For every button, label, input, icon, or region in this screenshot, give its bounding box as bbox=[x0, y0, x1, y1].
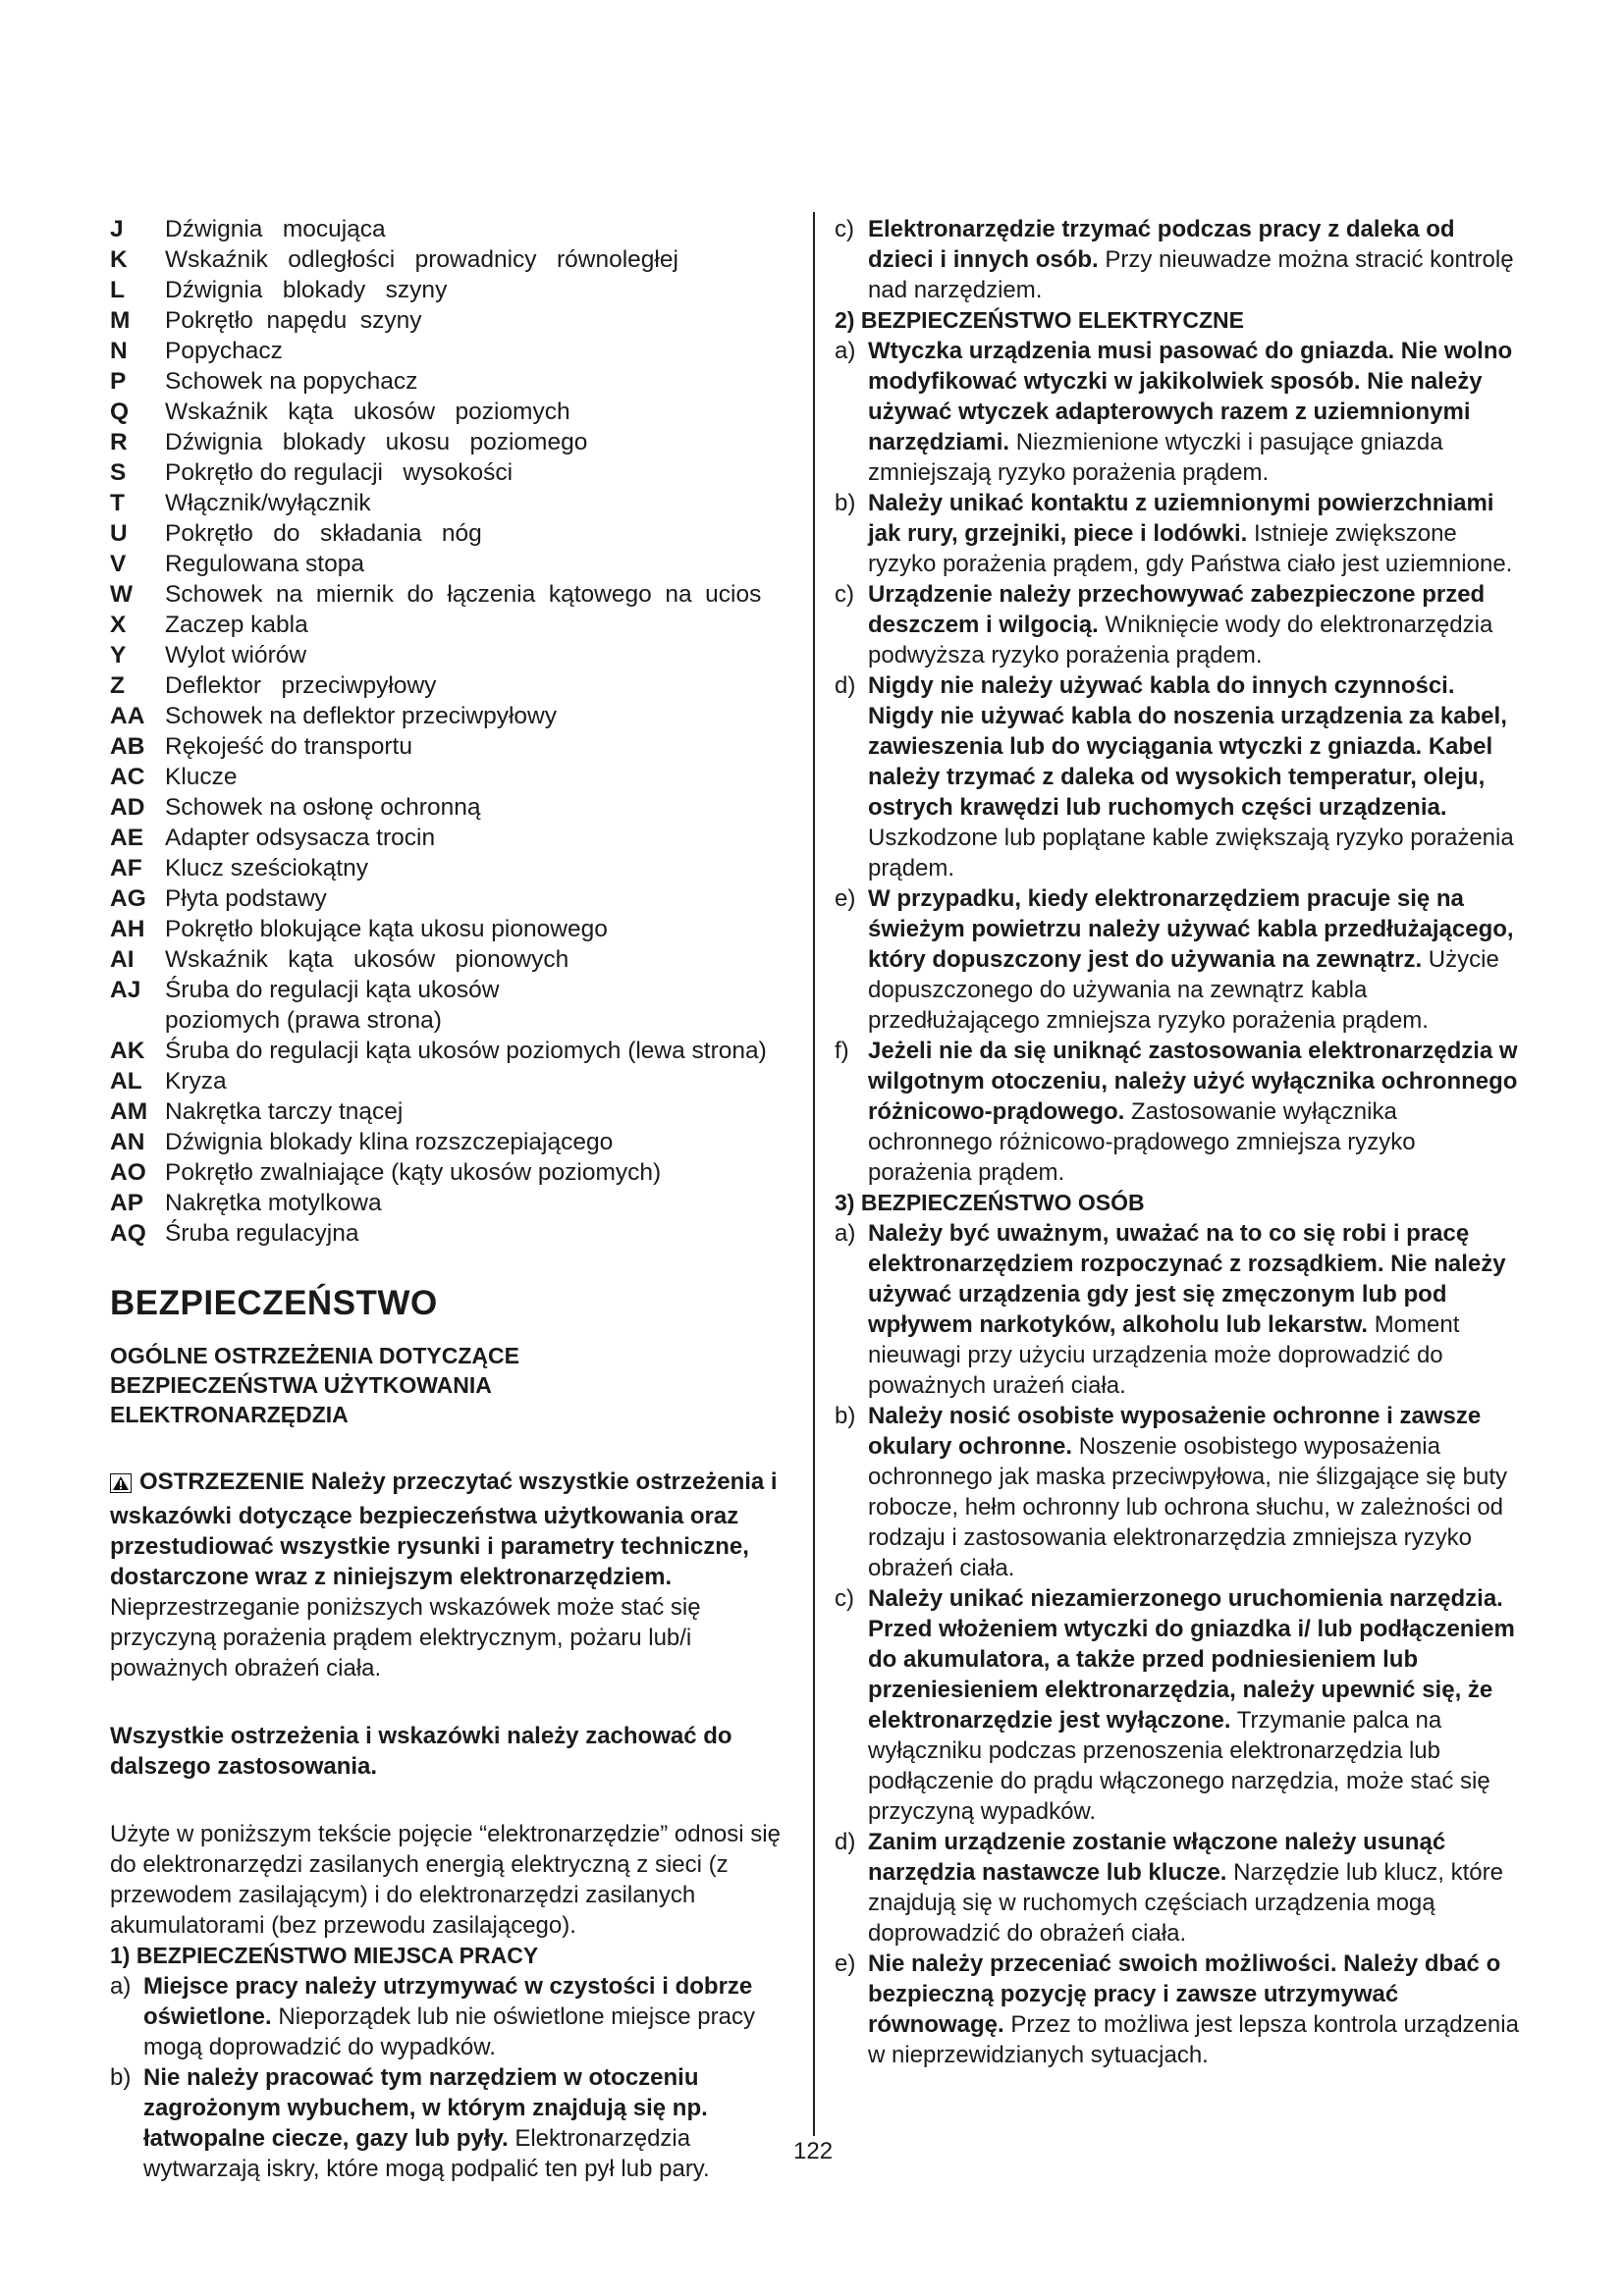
page-number: 122 bbox=[793, 2138, 834, 2164]
item-letter: b) bbox=[110, 2064, 132, 2091]
legend-row bbox=[110, 792, 797, 823]
list-item bbox=[835, 883, 1522, 1036]
legend-text: Śruba do regulacji kąta ukosów poziomych (lewa strona) bbox=[165, 1038, 767, 1064]
legend-code: AD bbox=[110, 794, 145, 821]
section-title: BEZPIECZEŃSTWO bbox=[110, 1284, 438, 1322]
legend-text: Dźwignia blokady klina rozszczepiającego bbox=[165, 1129, 614, 1155]
legend-code: AI bbox=[110, 946, 135, 973]
legend-code: AB bbox=[110, 733, 145, 760]
intro-paragraph: Użyte w poniższym tekście pojęcie “elektronarzędzie” odnosi się do elektronarzędzi zasilanych energią elektryczną z sieci (z przewodem zasilającym) i do elektronarzędzi zasilanych akumulatorami (bez przewodu zasilającego). bbox=[110, 1821, 781, 1939]
legend-row bbox=[110, 244, 797, 275]
item-bold: Miejsce pracy należy utrzymywać w czystości i dobrze oświetlone. bbox=[143, 1973, 753, 2030]
item-letter: e) bbox=[835, 1950, 856, 1977]
legend-text: Schowek na deflektor przeciwpyłowy bbox=[165, 703, 557, 729]
item-letter: d) bbox=[835, 672, 856, 699]
item-normal: Moment nieuwagi przy użyciu urządzenia może doprowadzić do poważnych urażeń ciała. bbox=[868, 1311, 1460, 1399]
legend-code: T bbox=[110, 490, 125, 516]
legend-text: Wskaźnik kąta ukosów poziomych bbox=[165, 399, 570, 425]
legend-code: AF bbox=[110, 855, 142, 881]
legend-row bbox=[110, 944, 797, 975]
item-bold: Należy unikać niezamierzonego uruchomienia narzędzia. Przed włożeniem wtyczki do gniazdka i/ lub podłączeniem do akumulatora, a także przed podniesieniem lub przeniesieniem elektronarzędzia, należy upewnić się, że elektronarzędzie jest wyłączone. bbox=[868, 1585, 1515, 1734]
item-bold: Jeżeli nie da się uniknąć zastosowania elektronarzędzia w wilgotnym otoczeniu, należy użyć wyłącznika ochronnego różnicowo-prądowego. bbox=[868, 1038, 1518, 1125]
legend-row bbox=[110, 853, 797, 883]
legend-row bbox=[110, 914, 797, 944]
legend-code: R bbox=[110, 429, 128, 455]
legend-row bbox=[110, 670, 797, 701]
legend-text: Śruba do regulacji kąta ukosów poziomych (prawa strona) bbox=[165, 977, 500, 1034]
item-normal: Uszkodzone lub poplątane kable zwiększają ryzyko porażenia prądem. bbox=[868, 825, 1514, 881]
item-bold: Nie należy przeceniać swoich możliwości. Należy dbać o bezpieczną pozycję pracy i zawsze utrzymywać równowagę. bbox=[868, 1950, 1501, 2038]
legend-code: AG bbox=[110, 885, 146, 912]
legend-row bbox=[110, 823, 797, 853]
legend-row bbox=[110, 975, 797, 1036]
warning-normal-text: Nieprzestrzeganie poniższych wskazówek może stać się przyczyną porażenia prądem elektrycznym, pożaru lub/i poważnych obrażeń ciała. bbox=[110, 1594, 701, 1682]
legend-code: S bbox=[110, 459, 127, 486]
legend-text: Adapter odsysacza trocin bbox=[165, 825, 436, 851]
warning-label: OSTRZEZENIE bbox=[139, 1468, 305, 1495]
list-item bbox=[110, 1971, 797, 2062]
list-item bbox=[835, 1827, 1522, 1949]
subsection-title: OGÓLNE OSTRZEŻENIA DOTYCZĄCE BEZPIECZEŃSTWA UŻYTKOWANIA ELEKTRONARZĘDZIA bbox=[110, 1343, 519, 1427]
electrical-heading: 2) BEZPIECZEŃSTWO ELEKTRYCZNE bbox=[835, 307, 1244, 333]
legend-text: Dźwignia blokady szyny bbox=[165, 277, 448, 303]
legend-row bbox=[110, 1096, 797, 1127]
item-letter: c) bbox=[835, 581, 854, 608]
legend-code: W bbox=[110, 581, 134, 608]
item-bold: W przypadku, kiedy elektronarzędziem pracuje się na świeżym powietrzu należy używać kabla przedłużającego, który dopuszczony jest do używania na zewnątrz. bbox=[868, 885, 1514, 973]
legend-row bbox=[110, 1127, 797, 1157]
item-bold: Elektronarzędzie trzymać podczas pracy z daleka od dzieci i innych osób. bbox=[868, 216, 1455, 273]
parts-legend bbox=[110, 214, 797, 1249]
item-normal: Przez to możliwa jest lepsza kontrola urządzenia w nieprzewidzianych sytuacjach. bbox=[868, 2011, 1519, 2068]
legend-text: Pokrętło do składania nóg bbox=[165, 520, 482, 547]
legend-row bbox=[110, 366, 797, 397]
legend-text: Klucze bbox=[165, 764, 238, 790]
legend-text: Zaczep kabla bbox=[165, 612, 308, 638]
legend-text: Wskaźnik kąta ukosów pionowych bbox=[165, 946, 569, 973]
legend-text: Nakrętka tarczy tnącej bbox=[165, 1098, 404, 1125]
item-bold: Zanim urządzenie zostanie włączone należy usunąć narzędzia nastawcze lub klucze. bbox=[868, 1829, 1446, 1886]
list-item bbox=[835, 579, 1522, 670]
legend-row bbox=[110, 610, 797, 640]
item-letter: c) bbox=[835, 1585, 854, 1612]
legend-row bbox=[110, 214, 797, 244]
list-item bbox=[835, 1949, 1522, 2070]
legend-code: U bbox=[110, 520, 128, 547]
personal-heading: 3) BEZPIECZEŃSTWO OSÓB bbox=[835, 1190, 1145, 1215]
legend-code: Q bbox=[110, 399, 130, 425]
legend-row bbox=[110, 731, 797, 762]
legend-text: Schowek na popychacz bbox=[165, 368, 418, 395]
legend-row bbox=[110, 1036, 797, 1066]
item-normal: Wniknięcie wody do elektronarzędzia podwyższa ryzyko porażenia prądem. bbox=[868, 612, 1493, 668]
item-bold: Należy nosić osobiste wyposażenie ochronne i zawsze okulary ochronne. bbox=[868, 1403, 1482, 1460]
item-normal: Użycie dopuszczonego do używania na zewnątrz kabla przedłużającego zmniejsza ryzyko porażenia prądem. bbox=[868, 946, 1499, 1034]
warning-paragraph bbox=[110, 1467, 797, 1683]
legend-code: AA bbox=[110, 703, 145, 729]
legend-row bbox=[110, 397, 797, 427]
legend-code: AM bbox=[110, 1098, 148, 1125]
legend-code: AO bbox=[110, 1159, 146, 1186]
legend-code: AJ bbox=[110, 977, 141, 1003]
item-bold: Nie należy pracować tym narzędziem w otoczeniu zagrożonym wybuchem, w którym znajdują się np. łatwopalne ciecze, gazy lub pyły. bbox=[143, 2064, 708, 2152]
electrical-list bbox=[835, 336, 1522, 1188]
legend-row bbox=[110, 305, 797, 336]
item-normal: Elektronarzędzia wytwarzają iskry, które mogą podpalić ten pył lub pary. bbox=[143, 2125, 710, 2182]
item-bold: Należy unikać kontaktu z uziemnionymi powierzchniami jak rury, grzejniki, piece i lodówki. bbox=[868, 490, 1494, 547]
legend-text: Nakrętka motylkowa bbox=[165, 1190, 382, 1216]
legend-text: Płyta podstawy bbox=[165, 885, 327, 912]
legend-row bbox=[110, 701, 797, 731]
legend-text: Klucz sześciokątny bbox=[165, 855, 368, 881]
legend-code: M bbox=[110, 307, 131, 334]
legend-row bbox=[110, 1218, 797, 1249]
item-normal: Istnieje zwiększone ryzyko porażenia prądem, gdy Państwa ciało jest uziemnione. bbox=[868, 520, 1513, 577]
legend-row bbox=[110, 549, 797, 579]
legend-code: Z bbox=[110, 672, 125, 699]
item-bold: Nigdy nie należy używać kabla do innych czynności. Nigdy nie używać kabla do noszenia urządzenia za kabel, zawieszenia lub do wyciągania wtyczki z gniazda. Kabel należy trzymać z daleka od wysokich temperatur, oleju, ostrych krawędzi lub ruchomych części urządzenia. bbox=[868, 672, 1507, 821]
work-area-list bbox=[110, 1971, 797, 2184]
item-bold: Urządzenie należy przechowywać zabezpieczone przed deszczem i wilgocią. bbox=[868, 581, 1486, 638]
legend-row bbox=[110, 640, 797, 670]
legend-row bbox=[110, 579, 797, 610]
legend-text: Schowek na miernik do łączenia kątowego na ucios bbox=[165, 581, 762, 608]
legend-row bbox=[110, 457, 797, 488]
legend-code: AN bbox=[110, 1129, 145, 1155]
legend-text: Pokrętło do regulacji wysokości bbox=[165, 459, 514, 486]
legend-row bbox=[110, 488, 797, 518]
legend-text: Wskaźnik odległości prowadnicy równoległej bbox=[165, 246, 678, 273]
legend-code: AQ bbox=[110, 1220, 146, 1247]
legend-text: Dźwignia mocująca bbox=[165, 216, 386, 242]
legend-text: Regulowana stopa bbox=[165, 551, 364, 577]
column-divider bbox=[813, 212, 815, 2136]
list-item bbox=[110, 2062, 797, 2184]
list-item bbox=[835, 336, 1522, 488]
legend-text: Pokrętło napędu szyny bbox=[165, 307, 422, 334]
left-column bbox=[110, 214, 797, 2184]
legend-text: Pokrętło zwalniające (kąty ukosów poziomych) bbox=[165, 1159, 662, 1186]
item-normal: Nieporządek lub nie oświetlone miejsce pracy mogą doprowadzić do wypadków. bbox=[143, 2003, 755, 2060]
list-item bbox=[835, 488, 1522, 579]
legend-row bbox=[110, 518, 797, 549]
legend-text: Śruba regulacyjna bbox=[165, 1220, 359, 1247]
right-column bbox=[835, 214, 1522, 2070]
item-normal: Trzymanie palca na wyłączniku podczas przenoszenia elektronarzędzia lub podłączenie do prądu włączonego narzędzia, może stać się przyczyną wypadków. bbox=[868, 1707, 1490, 1825]
item-letter: a) bbox=[835, 1220, 856, 1247]
warning-bold-text: Należy przeczytać wszystkie ostrzeżenia i wskazówki dotyczące bezpieczeństwa użytkowania oraz przestudiować wszystkie rysunki i parametry techniczne, dostarczone wraz z niniejszym elektronarzędziem. bbox=[110, 1468, 778, 1590]
legend-row bbox=[110, 762, 797, 792]
legend-text: Popychacz bbox=[165, 338, 283, 364]
legend-text: Włącznik/wyłącznik bbox=[165, 490, 371, 516]
list-item bbox=[835, 214, 1522, 305]
legend-row bbox=[110, 883, 797, 914]
legend-text: Pokrętło blokujące kąta ukosu pionowego bbox=[165, 916, 608, 942]
legend-code: X bbox=[110, 612, 127, 638]
legend-code: AE bbox=[110, 825, 144, 851]
list-item bbox=[835, 1583, 1522, 1827]
legend-row bbox=[110, 1066, 797, 1096]
legend-text: Deflektor przeciwpyłowy bbox=[165, 672, 437, 699]
work-area-heading: 1) BEZPIECZEŃSTWO MIEJSCA PRACY bbox=[110, 1943, 539, 1968]
item-bold: Należy być uważnym, uważać na to co się robi i pracę elektronarzędziem rozpoczynać z rozsądkiem. Nie należy używać urządzenia gdy jest się zmęczonym lub pod wpływem narkotyków, alkoholu lub lekarstw. bbox=[868, 1220, 1506, 1338]
legend-text: Dźwignia blokady ukosu poziomego bbox=[165, 429, 588, 455]
list-item bbox=[835, 1218, 1522, 1401]
personal-list bbox=[835, 1218, 1522, 2070]
item-letter: e) bbox=[835, 885, 856, 912]
legend-text: Wylot wiórów bbox=[165, 642, 307, 668]
item-bold: Wtyczka urządzenia musi pasować do gniazda. Nie wolno modyfikować wtyczki w jakikolwiek sposób. Nie należy używać wtyczek adapterowych razem z uziemnionymi narzędziami. bbox=[868, 338, 1513, 455]
legend-code: V bbox=[110, 551, 127, 577]
legend-row bbox=[110, 275, 797, 305]
item-letter: a) bbox=[110, 1973, 132, 2000]
legend-code: Y bbox=[110, 642, 127, 668]
item-normal: Niezmienione wtyczki i pasujące gniazda zmniejszają ryzyko porażenia prądem. bbox=[868, 429, 1443, 486]
list-item bbox=[835, 670, 1522, 883]
item-letter: b) bbox=[835, 490, 856, 516]
legend-code: L bbox=[110, 277, 125, 303]
list-item bbox=[835, 1401, 1522, 1583]
item-letter: d) bbox=[835, 1829, 856, 1855]
item-normal: Przy nieuwadze można stracić kontrolę nad narzędziem. bbox=[868, 246, 1514, 303]
legend-row bbox=[110, 336, 797, 366]
legend-row bbox=[110, 1188, 797, 1218]
item-letter: f) bbox=[835, 1038, 849, 1064]
item-normal: Narzędzie lub klucz, które znajdują się w ruchomych częściach urządzenia mogą doprowadzić do obrażeń ciała. bbox=[868, 1859, 1503, 1947]
legend-row bbox=[110, 1157, 797, 1188]
legend-code: AL bbox=[110, 1068, 142, 1095]
legend-code: K bbox=[110, 246, 128, 273]
legend-code: AH bbox=[110, 916, 145, 942]
legend-text: Kryza bbox=[165, 1068, 227, 1095]
warning-triangle-icon bbox=[110, 1470, 132, 1501]
legend-code: AK bbox=[110, 1038, 145, 1064]
legend-code: AC bbox=[110, 764, 145, 790]
item-letter: a) bbox=[835, 338, 856, 364]
legend-code: AP bbox=[110, 1190, 144, 1216]
item-normal: Noszenie osobistego wyposażenia ochronnego jak maska przeciwpyłowa, nie ślizgające się buty robocze, hełm ochronny lub ochrona słuchu, w zależności od rodzaju i zastosowania elektronarzędzia zmniejsza ryzyko obrażeń ciała. bbox=[868, 1433, 1507, 1581]
item-letter: c) bbox=[835, 216, 854, 242]
item-normal: Zastosowanie wyłącznika ochronnego różnicowo-prądowego zmniejsza ryzyko porażenia prądem. bbox=[868, 1098, 1416, 1186]
keep-note: Wszystkie ostrzeżenia i wskazówki należy zachować do dalszego zastosowania. bbox=[110, 1723, 732, 1780]
legend-code: P bbox=[110, 368, 127, 395]
legend-code: N bbox=[110, 338, 128, 364]
legend-text: Schowek na osłonę ochronną bbox=[165, 794, 481, 821]
legend-code: J bbox=[110, 216, 124, 242]
legend-text: Rękojeść do transportu bbox=[165, 733, 412, 760]
legend-row bbox=[110, 427, 797, 457]
list-item bbox=[835, 1036, 1522, 1188]
item-letter: b) bbox=[835, 1403, 856, 1429]
